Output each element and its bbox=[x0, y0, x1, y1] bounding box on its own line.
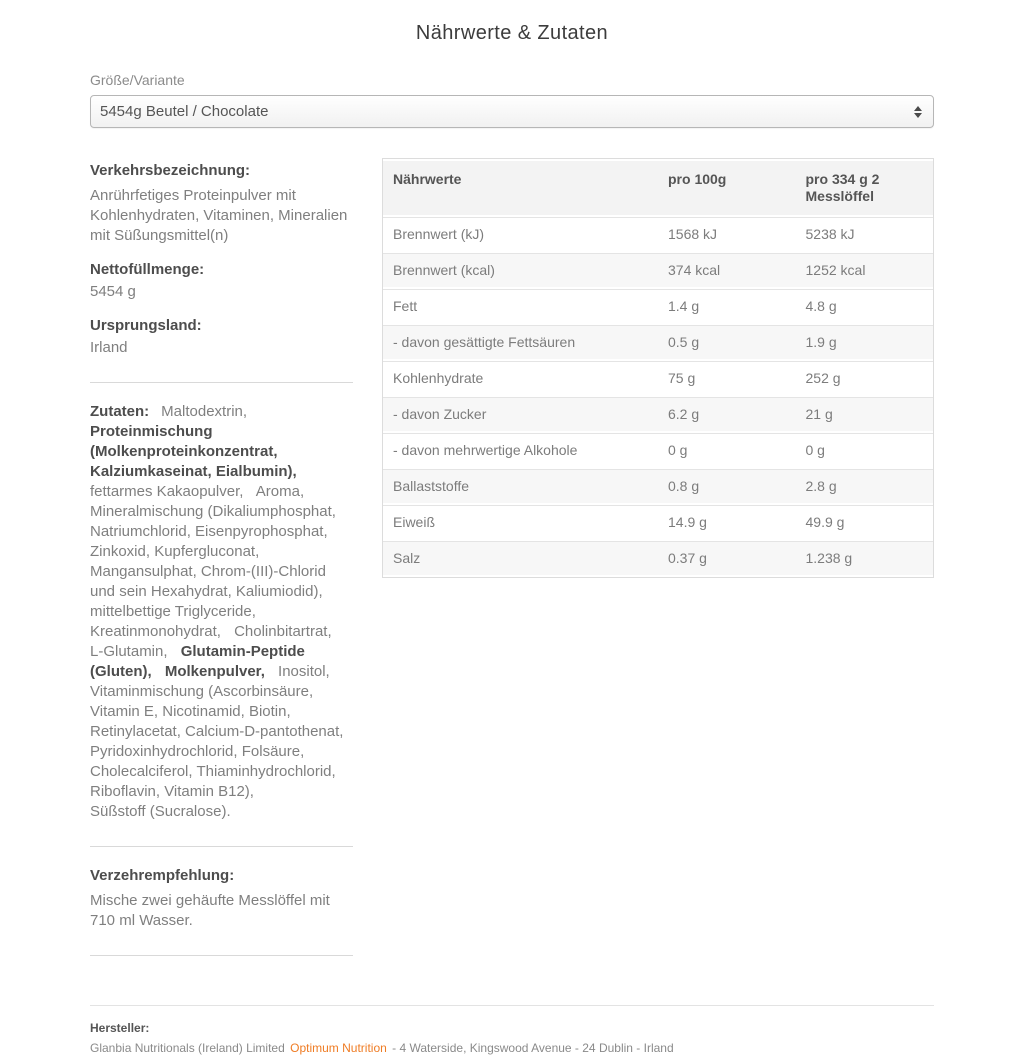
value-per-serving: 1.238 g bbox=[796, 541, 934, 575]
value-per-100g: 0 g bbox=[658, 433, 796, 467]
nutrition-table-body bbox=[383, 217, 933, 575]
variant-select-wrapper bbox=[90, 95, 934, 128]
nutrient-label: Salz bbox=[383, 541, 658, 575]
product-info-column bbox=[90, 158, 353, 975]
nutrient-label: Brennwert (kcal) bbox=[383, 253, 658, 287]
main-section bbox=[90, 158, 934, 975]
value-per-100g: 75 g bbox=[658, 361, 796, 395]
nutrition-row bbox=[383, 469, 933, 503]
ingredient-segment: Proteinmischung (Molkenproteinkonzentrat, Kalziumkaseinat, Eialbumin), bbox=[90, 423, 297, 480]
nutrition-row bbox=[383, 541, 933, 575]
value-per-serving: 4.8 g bbox=[796, 289, 934, 323]
verkehrsbezeichnung-text: Anrührfetiges Proteinpulver mit Kohlenhydraten, Vitaminen, Mineralien mit Süßungsmittel(n) bbox=[90, 187, 348, 244]
divider bbox=[90, 846, 353, 847]
nutrition-row bbox=[383, 217, 933, 251]
value-per-100g: 0.5 g bbox=[658, 325, 796, 359]
value-per-100g: 1568 kJ bbox=[658, 217, 796, 251]
value-per-100g: 0.8 g bbox=[658, 469, 796, 503]
nutrition-table-head bbox=[383, 161, 933, 215]
verzehrempfehlung-text: Mische zwei gehäufte Messlöffel mit 710 ml Wasser. bbox=[90, 892, 330, 929]
value-per-serving: 1252 kcal bbox=[796, 253, 934, 287]
value-per-100g: 6.2 g bbox=[658, 397, 796, 431]
value-per-100g: 14.9 g bbox=[658, 505, 796, 539]
nutrition-row bbox=[383, 289, 933, 323]
ingredient-segment: Aroma, bbox=[255, 483, 305, 500]
nutrient-label: - davon Zucker bbox=[383, 397, 658, 431]
value-per-100g: 374 kcal bbox=[658, 253, 796, 287]
header-pro-portion: pro 334 g 2 Messlöffel bbox=[796, 161, 934, 215]
nutrition-row bbox=[383, 253, 933, 287]
manufacturer-address: - 4 Waterside, Kingswood Avenue - 24 Dublin - Irland bbox=[392, 1041, 674, 1055]
nutrient-label: - davon gesättigte Fettsäuren bbox=[383, 325, 658, 359]
nettofuellmenge-value: 5454 g bbox=[90, 283, 136, 300]
ingredient-segment: L-Glutamin, bbox=[90, 643, 168, 660]
ingredient-segment: fettarmes Kakaopulver, bbox=[90, 483, 244, 500]
value-per-serving: 21 g bbox=[796, 397, 934, 431]
verkehrsbezeichnung-label: Verkehrsbezeichnung: bbox=[90, 162, 251, 179]
ingredient-segment: Kreatinmonohydrat, bbox=[90, 623, 221, 640]
ingredient-segment: Maltodextrin, bbox=[161, 403, 248, 420]
hersteller-label: Hersteller: bbox=[90, 1021, 150, 1035]
ingredient-segment: Mineralmischung (Dikaliumphosphat, Natriumchlorid, Eisenpyrophosphat, Zinkoxid, Kupfergluconat, Mangansulphat, Chrom-(III)-Chlorid und sein Hexahydrat, Kaliumiodid), bbox=[90, 503, 336, 600]
value-per-serving: 49.9 g bbox=[796, 505, 934, 539]
value-per-100g: 0.37 g bbox=[658, 541, 796, 575]
manufacturer-name: Glanbia Nutritionals (Ireland) Limited bbox=[90, 1041, 285, 1055]
content-container bbox=[90, 0, 934, 1056]
ingredient-segment: Glutamin-Peptide (Gluten), bbox=[90, 643, 305, 680]
verzehrempfehlung-label: Verzehrempfehlung: bbox=[90, 867, 235, 884]
nutrition-row bbox=[383, 325, 933, 359]
ingredient-segment: Molkenpulver, bbox=[164, 663, 265, 680]
value-per-serving: 252 g bbox=[796, 361, 934, 395]
value-per-serving: 5238 kJ bbox=[796, 217, 934, 251]
nutrient-label: - davon mehrwertige Alkohole bbox=[383, 433, 658, 467]
divider bbox=[90, 382, 353, 383]
nutrient-label: Fett bbox=[383, 289, 658, 323]
divider bbox=[90, 955, 353, 956]
footer-divider bbox=[90, 1005, 934, 1006]
nutrition-row bbox=[383, 361, 933, 395]
page-title: Nährwerte & Zutaten bbox=[415, 22, 609, 44]
nutrient-label: Kohlenhydrate bbox=[383, 361, 658, 395]
nutrition-row bbox=[383, 505, 933, 539]
value-per-100g: 1.4 g bbox=[658, 289, 796, 323]
ingredient-segment: Süßstoff (Sucralose). bbox=[90, 803, 231, 820]
header-pro-100g: pro 100g bbox=[658, 161, 796, 215]
nutrition-table bbox=[382, 158, 934, 578]
zutaten-text bbox=[90, 402, 353, 822]
nutrient-label: Brennwert (kJ) bbox=[383, 217, 658, 251]
nutrition-row bbox=[383, 433, 933, 467]
zutaten-label: Zutaten: bbox=[90, 403, 150, 420]
ingredient-segment: Cholinbitartrat, bbox=[234, 623, 332, 640]
value-per-serving: 2.8 g bbox=[796, 469, 934, 503]
manufacturer-brand-link[interactable]: Optimum Nutrition bbox=[290, 1041, 387, 1055]
nutrition-row bbox=[383, 397, 933, 431]
ursprungsland-value: Irland bbox=[90, 339, 128, 356]
value-per-serving: 0 g bbox=[796, 433, 934, 467]
nutrient-label: Ballaststoffe bbox=[383, 469, 658, 503]
ingredient-segment: Vitaminmischung (Ascorbinsäure, Vitamin E, Nicotinamid, Biotin, Retinylacetat, Calcium-D-pantothenat, Pyridoxinhydrochlorid, Folsäure, Cholecalciferol, Thiaminhydrochlorid, Riboflavin, Vitamin B12), bbox=[90, 683, 344, 800]
variant-select[interactable] bbox=[90, 95, 934, 128]
ursprungsland-label: Ursprungsland: bbox=[90, 317, 202, 334]
nettofuellmenge-label: Nettofüllmenge: bbox=[90, 261, 205, 278]
ingredient-segment: Inositol, bbox=[278, 663, 330, 680]
nutrient-label: Eiweiß bbox=[383, 505, 658, 539]
variant-select-label: Größe/Variante bbox=[90, 72, 185, 88]
nutrition-header-row bbox=[383, 161, 933, 215]
ingredient-segment: mittelbettige Triglyceride, bbox=[90, 603, 256, 620]
header-naehrwerte: Nährwerte bbox=[383, 161, 658, 215]
manufacturer-line bbox=[90, 1040, 934, 1056]
value-per-serving: 1.9 g bbox=[796, 325, 934, 359]
